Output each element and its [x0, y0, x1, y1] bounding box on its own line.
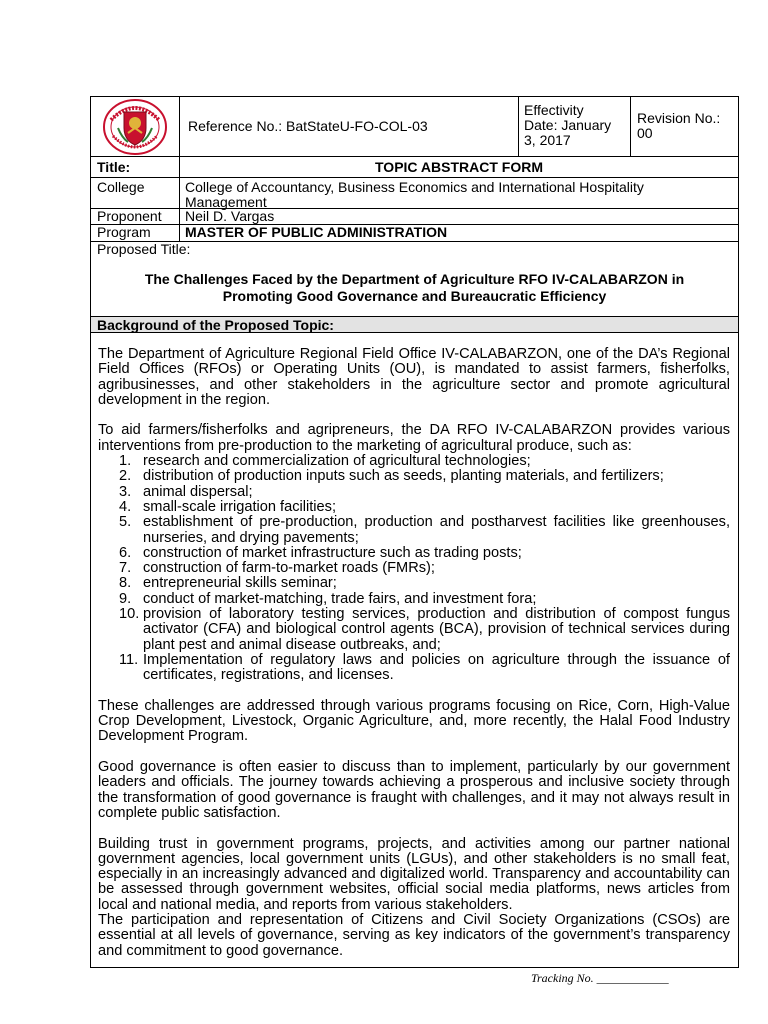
list-item	[98, 653, 730, 684]
title-row	[90, 157, 739, 178]
program-value: MASTER OF PUBLIC ADMINISTRATION	[185, 224, 448, 240]
proposed-title-line-1: The Challenges Faced by the Department of Agriculture RFO IV-CALABARZON in	[144, 271, 685, 287]
paragraph-6: The participation and representation of Citizens and Civil Society Organizations (CSOs) are essential at all levels of governance, serving as key indicators of the government’s transparency and commitment to good governance.	[98, 911, 730, 959]
list-number: 3.	[119, 483, 132, 500]
proponent-value: Neil D. Vargas	[185, 208, 275, 224]
effectivity-line-3: 3, 2017	[524, 132, 571, 148]
list-item	[98, 515, 730, 546]
list-number: 8.	[119, 575, 132, 592]
list-number: 9.	[119, 590, 132, 607]
paragraph-2: To aid farmers/fisherfolks and agripreneurs, the DA RFO IV-CALABARZON provides various interventions from pre-production to the marketing of agricultural produce, such as:	[98, 422, 730, 454]
revision-label: Revision No.:	[637, 110, 721, 126]
paragraph-1: The Department of Agriculture Regional Field Office IV-CALABARZON, one of the DA’s Regional Field Offices (RFOs) or Operating Units (OU), is mandated to assist farmers, fisherfolks, agribusinesses, and other stakeholders in the agriculture sector and promote agricultural development in the region.	[98, 346, 730, 408]
list-text: research and commercialization of agricultural technologies;	[143, 453, 531, 470]
list-text: animal dispersal;	[143, 483, 253, 500]
list-item	[98, 469, 730, 484]
paragraph-5: Building trust in government programs, projects, and activities among our partner national government agencies, local government units (LGUs), and other stakeholders is no small feat, especially in an increasingly advanced and digitalized world. Transparency and accountability can be assessed through government websites, official social media platforms, news articles from local and national media, and reports from various stakeholders.	[98, 835, 730, 913]
proposed-title	[111, 271, 718, 305]
list-number: 2.	[119, 468, 132, 485]
list-number: 1.	[119, 453, 132, 470]
college-row	[90, 178, 739, 209]
college-value-line-2: Management	[185, 194, 267, 210]
list-text: small-scale irrigation facilities;	[143, 498, 337, 515]
effectivity-line-1: Effectivity	[524, 102, 584, 118]
background-body	[90, 333, 739, 968]
list-number: 5.	[119, 514, 132, 531]
tracking-number: Tracking No. ____________	[531, 971, 669, 985]
revision-value: 00	[637, 125, 653, 141]
list-item	[98, 500, 730, 515]
program-label: Program	[91, 225, 180, 241]
header-table	[90, 96, 739, 157]
college-value	[180, 178, 738, 208]
effectivity-line-2: Date: January	[524, 117, 612, 133]
list-number: 6.	[119, 544, 132, 561]
list-text: entrepreneurial skills seminar;	[143, 575, 337, 592]
proposed-title-section	[90, 242, 739, 317]
form-title: TOPIC ABSTRACT FORM	[375, 159, 543, 175]
list-text: provision of laboratory testing services, production and distribution of compost fungus activator (CFA) and biological control agents (BCA), provision of technical services during plant pest and animal disease outbreaks, and;	[143, 606, 730, 653]
proposed-title-line-2: Promoting Good Governance and Bureaucratic Efficiency	[222, 288, 607, 304]
list-item	[98, 592, 730, 607]
paragraph-3: These challenges are addressed through various programs focusing on Rice, Corn, High-Value Crop Development, Livestock, Organic Agriculture, and, more recently, the Halal Food Industry Development Program.	[98, 697, 730, 745]
revision-cell	[631, 97, 738, 156]
proposed-title-label: Proposed Title:	[97, 241, 191, 257]
list-item	[98, 485, 730, 500]
list-text: Implementation of regulatory laws and policies on agriculture through the issuance of certificates, registrations, and licenses.	[143, 651, 730, 684]
list-text: conduct of market-matching, trade fairs, and investment fora;	[143, 590, 537, 607]
reference-number: Reference No.: BatStateU-FO-COL-03	[188, 118, 428, 134]
list-number: 10.	[119, 606, 140, 623]
list-item	[98, 454, 730, 469]
background-heading: Background of the Proposed Topic:	[90, 317, 739, 333]
list-item	[98, 576, 730, 591]
logo-cell	[91, 97, 180, 156]
college-label: College	[91, 178, 180, 208]
list-text: construction of market infrastructure such as trading posts;	[143, 544, 522, 561]
interventions-list	[98, 454, 730, 683]
list-text: construction of farm-to-market roads (FMRs);	[143, 560, 435, 577]
list-text: distribution of production inputs such as seeds, planting materials, and fertilizers;	[143, 468, 664, 485]
reference-cell	[180, 97, 519, 156]
list-number: 11.	[119, 651, 139, 668]
list-number: 4.	[119, 498, 132, 515]
list-item	[98, 546, 730, 561]
seal-icon	[102, 98, 168, 156]
paragraph-4: Good governance is often easier to discuss than to implement, particularly by our government leaders and officials. The journey towards achieving a prosperous and inclusive society through the transformation of good governance is fraught with challenges, and it may not always result in complete public satisfaction.	[98, 759, 730, 821]
background-content	[98, 347, 730, 959]
list-item	[98, 607, 730, 653]
proponent-row	[90, 209, 739, 225]
list-text: establishment of pre-production, production and postharvest facilities like greenhouses, nurseries, and drying pavements;	[143, 514, 730, 546]
list-item	[98, 561, 730, 576]
proponent-label: Proponent	[91, 209, 180, 224]
program-row	[90, 225, 739, 242]
college-value-line-1: College of Accountancy, Business Economics and International Hospitality	[185, 179, 644, 195]
list-number: 7.	[119, 560, 132, 577]
title-label: Title:	[91, 157, 180, 177]
effectivity-cell	[519, 97, 631, 156]
